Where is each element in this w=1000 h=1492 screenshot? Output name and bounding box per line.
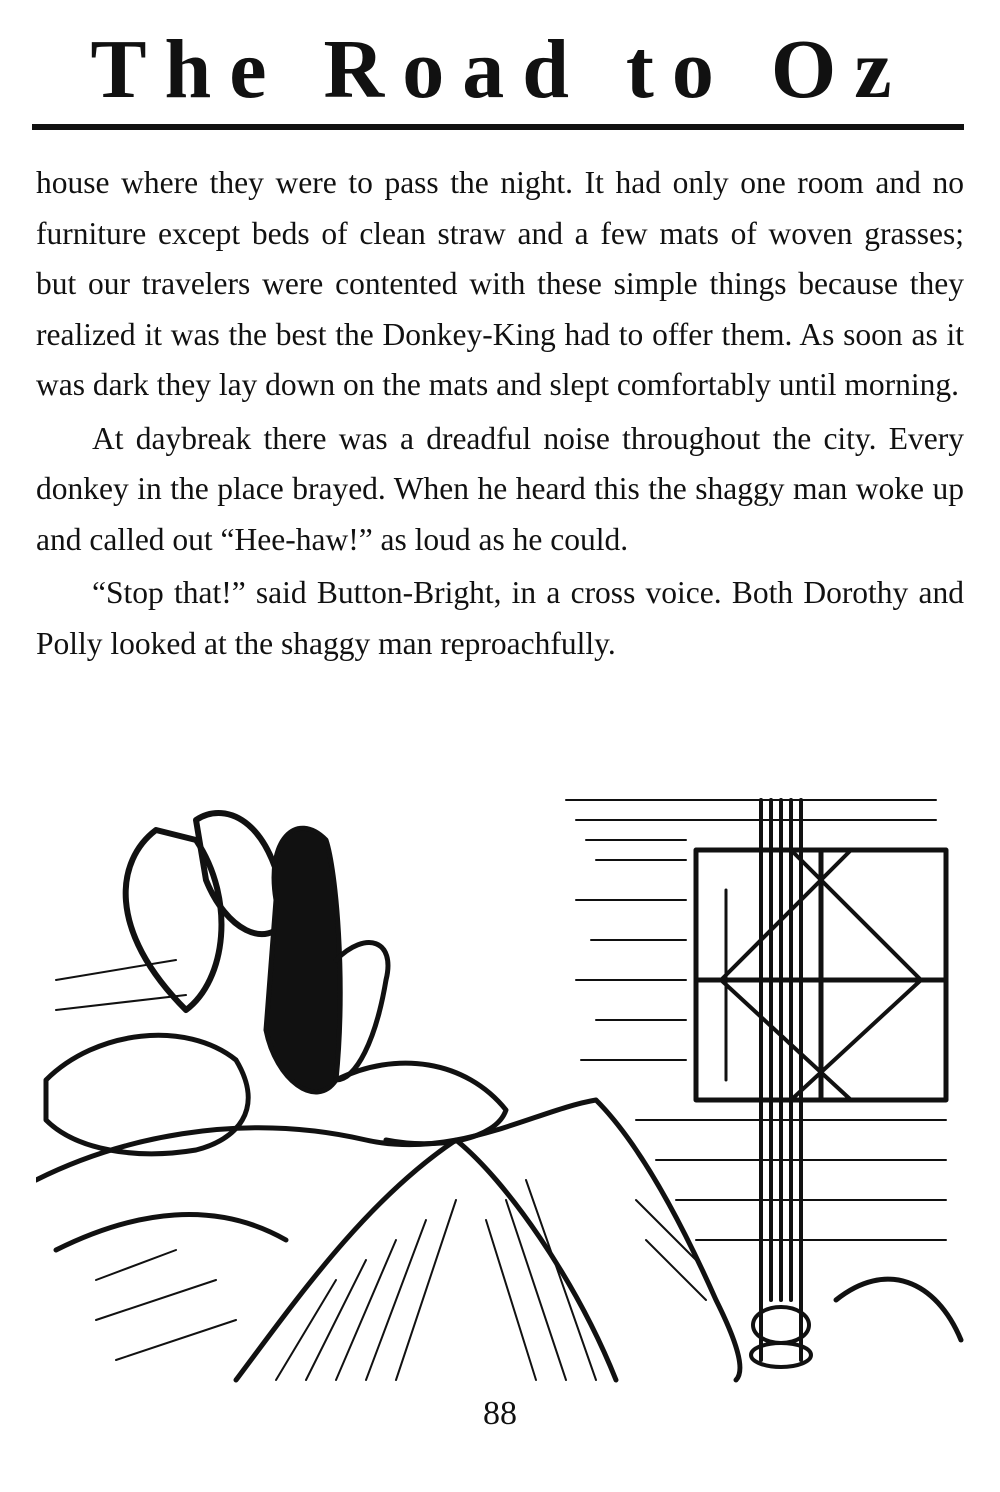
donkey-ears [126,813,286,1010]
paragraph: “Stop that!” said Button-Bright, in a cross voice. Both Dorothy and Polly looked at the shaggy man reproachfully. [36,575,964,661]
page-number: 88 [483,1395,517,1432]
wall-hatching [56,800,946,1240]
hair-tuft [266,828,388,1092]
bed-post [751,800,811,1367]
paragraph: At daybreak there was a dreadful noise throughout the city. Every donkey in the place brayed. When he heard this the shaggy man woke up and called out “Hee-haw!” as loud as he could. [36,420,964,557]
illustration [36,780,970,1388]
running-title: The Road to Oz [90,23,910,116]
body-text [36,158,964,669]
header-rule [32,124,964,130]
drapery-hatching [96,1180,706,1380]
window [696,850,946,1100]
paragraph: house where they were to pass the night. It had only one room and no furniture except beds of clean straw and a few mats of woven grasses; but our travelers were contented with these simple things because they realized it was the best the Donkey-King had to offer them. As soon as it was dark they lay down on the mats and slept comfortably until morning. [36,165,964,402]
